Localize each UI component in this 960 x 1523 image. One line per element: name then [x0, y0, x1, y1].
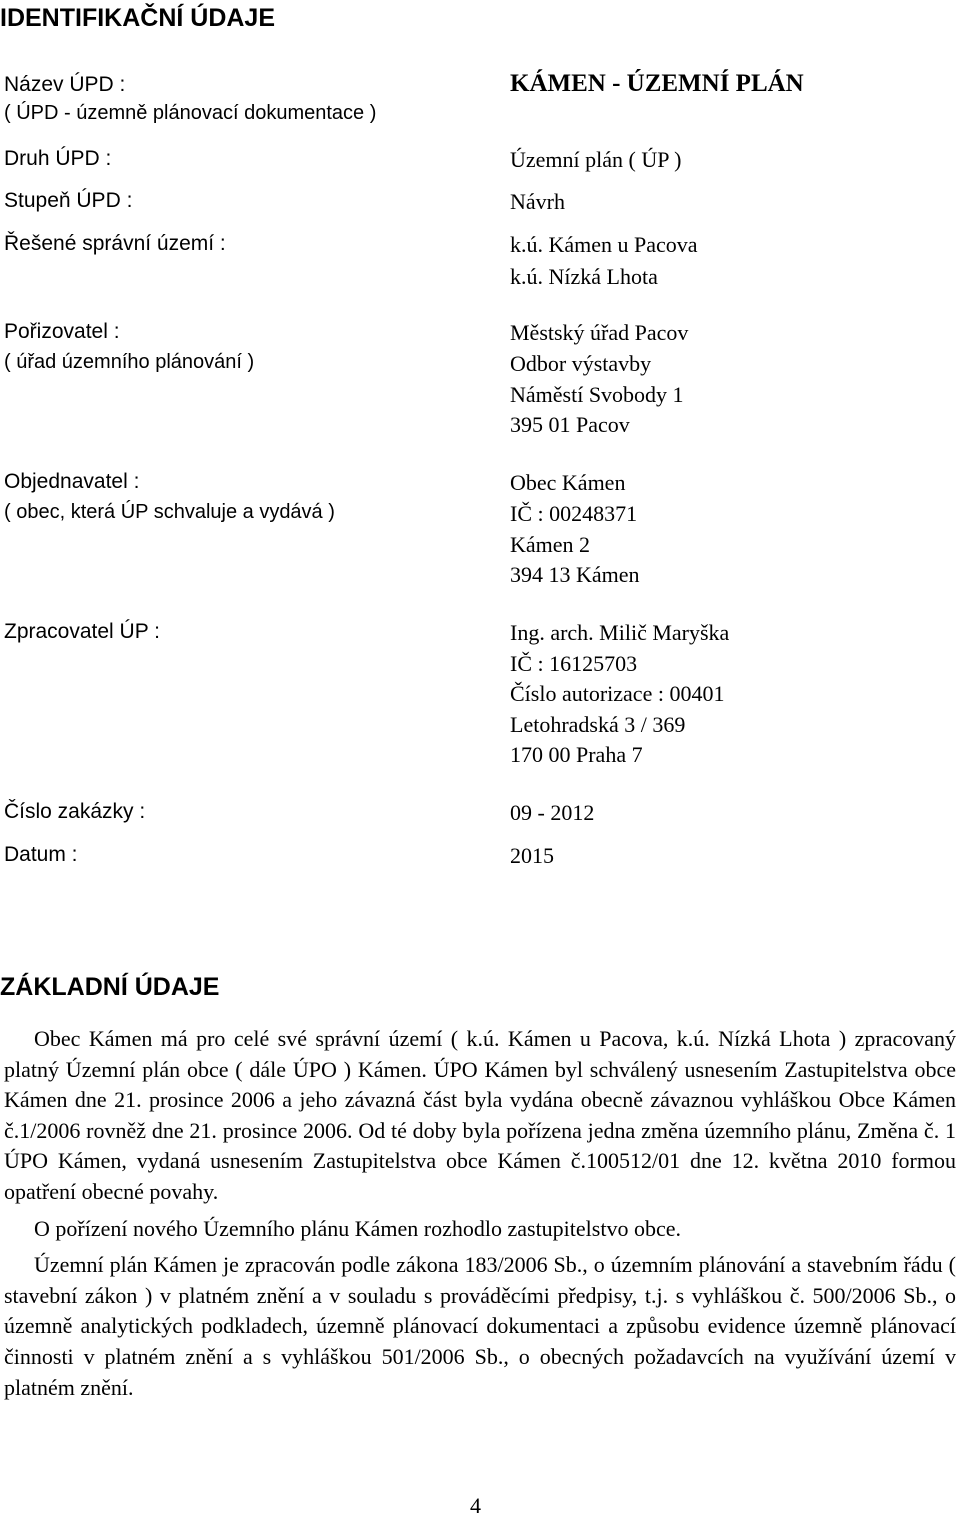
label-objednavatel: Objednavatel :: [4, 470, 140, 493]
value-porizovatel-3: Náměstí Svobody 1: [510, 382, 684, 407]
value-zpracovatel-3: Číslo autorizace : 00401: [510, 681, 725, 706]
label-resene-uzemi: Řešené správní území :: [4, 232, 226, 255]
value-cislo-zakazky: 09 - 2012: [510, 800, 595, 825]
value-resene-uzemi-1: k.ú. Kámen u Pacova: [510, 232, 698, 257]
sublabel-nazev-upd: ( ÚPD - územně plánovací dokumentace ): [4, 102, 377, 124]
label-porizovatel: Pořizovatel :: [4, 320, 120, 343]
value-objednavatel-3: Kámen 2: [510, 532, 591, 557]
value-zpracovatel-1: Ing. arch. Milič Maryška: [510, 620, 730, 645]
sublabel-objednavatel: ( obec, která ÚP schvaluje a vydává ): [4, 501, 335, 523]
label-cislo-zakazky: Číslo zakázky :: [4, 800, 146, 823]
label-stupen-upd: Stupeň ÚPD :: [4, 189, 133, 212]
label-datum: Datum :: [4, 843, 78, 866]
value-porizovatel-4: 395 01 Pacov: [510, 412, 630, 437]
sublabel-porizovatel: ( úřad územního plánování ): [4, 351, 255, 373]
section-heading-zakladni: ZÁKLADNÍ ÚDAJE: [0, 973, 220, 1001]
paragraph-1: Obec Kámen má pro celé své správní území ( k.ú. Kámen u Pacova, k.ú. Nízká Lhota ) zpracovaný platný Územní plán obce ( dále ÚPO ) Kámen. ÚPO Kámen byl schválený usnesením Zastupitelstva obce Kámen dne 21. prosince 2006 a jeho závazná část byla vydána obecně závaznou vyhláškou Obce Kámen č.1/2006 rovněž dne 21. prosince 2006. Od té doby byla pořízena jedna změna územního plánu, Změna č. 1 ÚPO Kámen, vydaná usnesením Zastupitelstva obce Kámen č.100512/01 dne 12. května 2010 formou opatření obecné povahy.: [4, 1026, 956, 1204]
value-objednavatel-2: IČ : 00248371: [510, 501, 638, 526]
value-porizovatel-2: Odbor výstavby: [510, 351, 652, 376]
body-text: [4, 1024, 956, 1403]
value-nazev-upd: KÁMEN - ÚZEMNÍ PLÁN: [510, 70, 804, 97]
paragraph-3: Územní plán Kámen je zpracován podle zákona 183/2006 Sb., o územním plánování a stavebním řádu ( stavební zákon ) v platném znění a v souladu s prováděcími předpisy, t.j. s vyhláškou č. 500/2006 Sb., o územně analytických podkladech, územně plánovací dokumentaci a způsobu evidence územně plánovací činnosti v platném znění a s vyhláškou 501/2006 Sb., o obecných požadavcích na využívání území v platném znění.: [4, 1252, 956, 1400]
value-resene-uzemi-2: k.ú. Nízká Lhota: [510, 264, 658, 289]
label-druh-upd: Druh ÚPD :: [4, 147, 112, 170]
value-zpracovatel-4: Letohradská 3 / 369: [510, 712, 686, 737]
page-number: 4: [470, 1493, 481, 1518]
value-stupen-upd: Návrh: [510, 189, 565, 214]
value-datum: 2015: [510, 843, 554, 868]
value-zpracovatel-5: 170 00 Praha 7: [510, 742, 643, 767]
value-objednavatel-4: 394 13 Kámen: [510, 562, 640, 587]
label-zpracovatel: Zpracovatel ÚP :: [4, 620, 161, 643]
value-objednavatel-1: Obec Kámen: [510, 470, 626, 495]
paragraph-2: O pořízení nového Územního plánu Kámen rozhodlo zastupitelstvo obce.: [34, 1215, 681, 1241]
label-nazev-upd: Název ÚPD :: [4, 73, 126, 96]
value-zpracovatel-2: IČ : 16125703: [510, 651, 638, 676]
section-heading-identifikacni: IDENTIFIKAČNÍ ÚDAJE: [0, 4, 276, 32]
value-porizovatel-1: Městský úřad Pacov: [510, 320, 689, 345]
value-druh-upd: Územní plán ( ÚP ): [510, 147, 682, 172]
